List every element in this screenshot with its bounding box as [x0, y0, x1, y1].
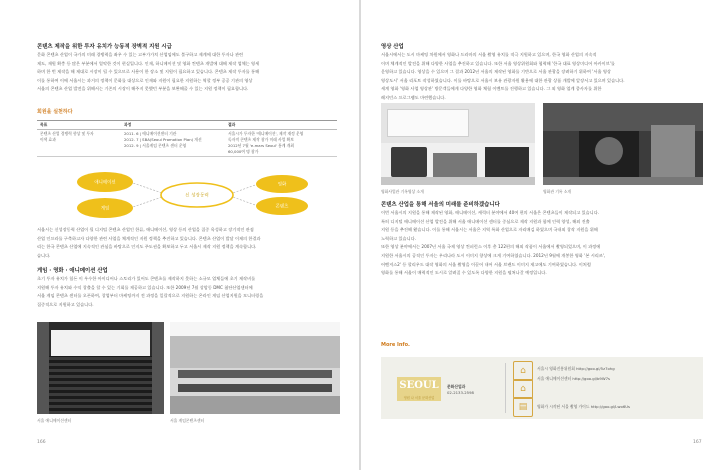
- diagram-label-contents: 콘텐츠: [275, 204, 289, 210]
- body-line: 이며 체계적인 발전을 위해 다양한 사업을 추진하고 있습니다. 또한 서울 영상위원회와 협력해 '한국 대표 영상미디어 아카이브'를: [381, 60, 615, 66]
- cell-line: 2012년 7월 'e-mars Seoul' 통계 개최: [228, 143, 295, 148]
- link-animation-center[interactable]: 서울 애니메이션센터 http://goo.gl/b9W7s: [537, 376, 610, 381]
- cell-line: 2012. 7 | SBA(Seoul Promotion Plan) 개선: [124, 137, 202, 142]
- table-header-goal: 목표: [37, 121, 121, 130]
- cell-line: 2011. 6 | 애니메이션센터 기관: [124, 131, 177, 136]
- book-icon: ▤: [513, 397, 533, 417]
- table-row: [37, 130, 337, 157]
- caption-game-center: 서울 게임콘텐츠센터: [170, 418, 205, 423]
- film-gallery-photo: [543, 103, 703, 185]
- body2: [37, 226, 337, 260]
- body-line: 지원 등을 추진해 왔습니다. 이를 통해 서울시는 서울은 지역 특화 산업으로 자리매김 하였으며 국내외 창작 지원을 위해: [381, 227, 598, 233]
- table-header-process: 과정: [121, 121, 225, 130]
- section-title-film: 영상 산업: [381, 44, 404, 50]
- page-number-left: 166: [37, 440, 46, 445]
- body-line: 특히 디지털 애니메이션 산업 발전을 위해 서울 애니메이션 센터를 중심으로 제작 지원과 함께 인력 양성, 해외 진출: [381, 218, 590, 224]
- body-line: 초기 투자 유치가 힘든 이 우수한 아이디어나 스토리가 있어도 콘텐츠를 제작하지 못하는 소규모 업체들에 초기 제작비를: [37, 276, 256, 281]
- body-line: 영화를 통해 서울이 매력적인 도시로 알려질 수 있도록 다양한 지원을 펼쳐나갈 예정입니다.: [381, 270, 547, 276]
- body-line: 서울시는 신성장동력 산업이 될 디지털 콘텐츠 산업인 한류, 애니메이션, 영상 등의 산업을 집중 육성하고 장기적인 관점: [37, 227, 254, 232]
- seoul-logo-text: SEOUL: [399, 380, 439, 391]
- link-film-guide[interactable]: 영화가 시작된 서울 촬영 가이드 http://goo.gl/Lwo6Us: [537, 404, 631, 409]
- home-icon: ⌂: [513, 379, 533, 399]
- right-page: [361, 0, 720, 470]
- contact-department: 문화산업과: [447, 384, 466, 389]
- body-line: 리는 한국 콘텐츠 산업에 지속적인 관심을 바탕으로 인지도 주도권을 확보하고 두고 서울시 제작 지원 정책을 계속합니다.: [37, 244, 257, 250]
- growth-diagram: [60, 168, 330, 222]
- section1-title: 콘텐츠 제작을 위한 투자 유치가 능동적 장벽적 지원 시급: [37, 44, 172, 50]
- seoul-logo-subtext: 영원 나 서울 문화산업: [403, 396, 435, 400]
- caption-film-gallery: 영화관 기록 소개: [543, 189, 572, 194]
- cell-line: 독자적 콘텐츠 제작 참가 미래 사업 확보: [228, 137, 294, 142]
- diagram-label-animation: 애니메이션: [94, 180, 116, 186]
- future-body: [381, 209, 703, 278]
- diagram-label-center: 신 성장동력: [185, 193, 209, 199]
- body-line: 문화 콘텐츠 산업이 국가의 미래 경쟁력을 좌우 수 있는 고부가가치 산업임에도 불구하고 제계에 대한 투자나 관련: [37, 52, 244, 57]
- section2-title: 콘텐츠 산업을 통해 서울의 미래를 준비하겠습니다: [381, 202, 500, 208]
- body-line: 운영하고 있습니다. 영상을 수 있으며 그 결과 2012년 서울의 제작된 영화를 기반으로 서울 관광을 장려하기 위하여 '서울 영상: [381, 69, 611, 75]
- cell-line: 콘텐츠 산업 경쟁력 향상 및 투자: [40, 131, 94, 136]
- info-divider: [505, 363, 506, 413]
- film-body: [381, 51, 703, 103]
- body-line: 지원해 투자 유치와 수익 창출을 할 수 있는 기회를 제공하고 있습니다. 또한 2009년 7월 상암동 DMC 첨단산업센터에: [37, 284, 253, 290]
- table-cell-process: [121, 130, 225, 157]
- cell-line: 60,000여 명 참가: [228, 149, 259, 154]
- body-line: 지원한 서울시의 공적인 투자는 우리나라 도시 이미지 향상에 크게 기여하였습니다. 2012년 9월에 개봉한 영화 '본 시리즈',: [381, 252, 606, 258]
- contact-phone: 02-2133-2598: [447, 390, 474, 395]
- table-header-row: [37, 121, 337, 130]
- body-line: 이번 서울시의 지원을 통해 제작된 영화, 애니메이션, 캐릭터 분야에서 40여 편의 서울은 콘텐츠들이 제작되고 있습니다.: [381, 210, 600, 215]
- seoul-logo: [397, 377, 441, 401]
- table-cell-result: [225, 130, 337, 157]
- cell-line: 서울시가 투자한 '애니메이션', 제작 재정 운영: [228, 131, 304, 136]
- body3: [37, 275, 337, 309]
- body-line: 어벤져스2' 등 할리우드 대작 영화의 서울 촬영을 이끌어 내어 서울 브랜드 이미지 제고에도 기여하였습니다. 이처럼: [381, 261, 591, 267]
- game-center-photo: [170, 322, 340, 414]
- plan-table: [37, 120, 337, 157]
- cell-line: 이색 효과: [40, 137, 56, 142]
- animation-center-photo: [37, 322, 164, 414]
- body-line: 이를 통하여 이에 서울시는 과거의 정책이 문화를 대상으로 인재와 지원이 필요한 지원하는 역할 정부 공공 기관의 영상: [37, 77, 253, 83]
- body-line: 서울 게임 콘텐츠 센터를 오픈하여, 창업부터 마케팅까지 전 과정을 일괄적으로 지원하는 온라인 게임 산업지원을 모니터링을: [37, 293, 264, 299]
- table-cell-goal: [37, 130, 121, 157]
- body-line: 산업 인프라를 구축하고자 다양한 관련 사업을 체계적인 지원 정책을 추진하고 있습니다. 콘텐츠 산업이 발달 이제의 한결과: [37, 235, 261, 241]
- body-line: 서울의 콘텐츠 산업 발전을 위해서는 기존의 시장이 해주지 못했던 부분을 보완해줄 수 있는 지원 정책이 필요합니다.: [37, 86, 249, 92]
- film-hall-photo: [381, 103, 535, 185]
- caption-animation-center: 서울 애니메이션센터: [37, 418, 72, 423]
- page-number-right: 167: [693, 440, 702, 445]
- more-info-heading: More Info.: [381, 342, 410, 348]
- more-info-box: [381, 357, 703, 419]
- body-line: 집중적으로 지원하고 있습니다.: [37, 301, 94, 307]
- link-film-commission[interactable]: 서울시 영화진흥위원회 http://goo.gl/5z7ohg: [537, 366, 615, 371]
- body-line: 영상도시' 서울 리포트 작성하였습니다. 이를 바탕으로 서울시 보유 관광자원 활용에 대한 관광 상품 개발에 앞장서고 있으며 있습니다.: [381, 77, 625, 83]
- body-line: 레지던스 프로그램도 마련했습니다.: [381, 94, 446, 100]
- body-line: 습니다.: [37, 252, 51, 258]
- table-header-result: 결과: [225, 121, 337, 130]
- body-line: 하며 한 번 제작을 해 제대로 시장이 될 수 있으므로 사용이 한 장소 및 지원이 필요하고 있습니다. 콘텐츠 제작 투자를 통해: [37, 69, 260, 75]
- body-line: 세계 영화 '영화 사업 영상관' 방문객들에게 다양한 영화 체험 이벤트를 진행하고 있습니다. 그 외 영화 업계 종사자를 위한: [381, 86, 602, 92]
- caption-film-hall: 영화사업관 기록영상 소개: [381, 189, 424, 194]
- subsection-title: 게임 · 영화 · 애니메이션 산업: [37, 268, 108, 274]
- body-line: 또한 영상 분야에서는 2007년 서울 국제 영상 컨퍼런스 이후 총 122편의 해외 작품이 서울에서 촬영되었으며, 이 과정에: [381, 244, 601, 250]
- home-icon: ⌂: [513, 361, 533, 381]
- diagram-label-game: 게임: [100, 206, 110, 212]
- solution-heading: 회원을 실천하다: [37, 109, 73, 115]
- body-line: 노력하고 있습니다.: [381, 235, 417, 241]
- body-line: 제도, 재원 확충 등 많은 부분에서 열악한 것이 현실입니다. 인재, 하니메이션 및 영화 컨텐츠 개발에 대해 제작 업체는 영세: [37, 60, 260, 66]
- left-page: [0, 0, 359, 470]
- cell-line: 2012. 9 | 서울게임 콘텐츠 센터 운영: [124, 143, 187, 148]
- body-line: 서울시에서는 도시 마케팅 차원에서 영화나 드라마의 서울 촬영 유치를 적극 지원하고 있으며, 한국 영화 산업의 지속적: [381, 52, 597, 57]
- section1-body: [37, 51, 337, 94]
- diagram-label-film: 영화: [277, 182, 287, 188]
